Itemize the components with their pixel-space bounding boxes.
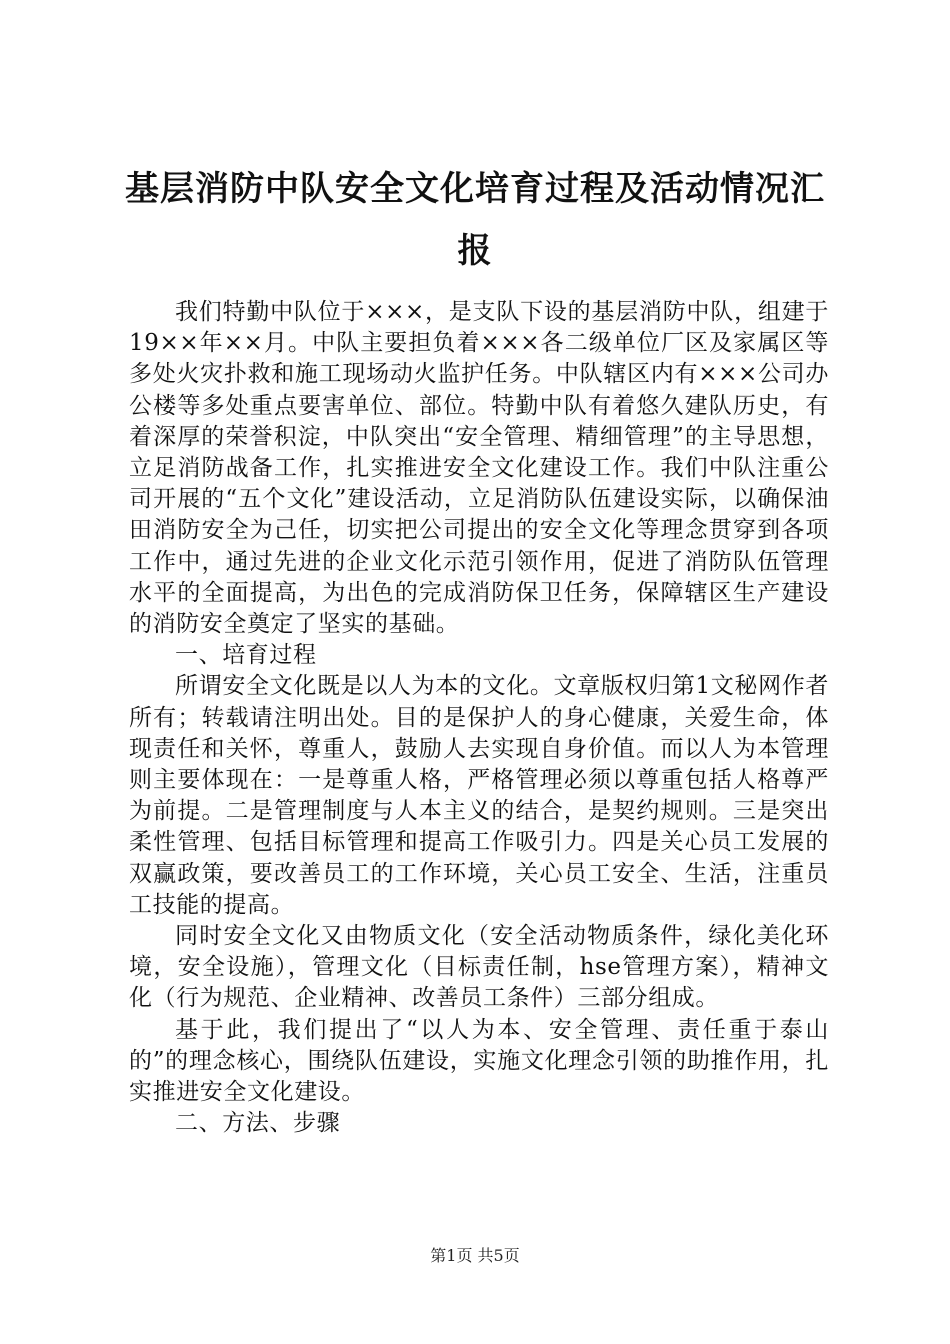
section-heading-1: 一、培育过程 <box>175 642 317 669</box>
page-footer: 第1页 共5页 <box>430 1246 520 1265</box>
paragraph-safety-culture: 所谓安全文化既是以人为本的文化。文章版权归第1文秘网作者所有；转载请注明出处。目的是保护人的身心健康，关爱生命，体现责任和关怀，尊重人，鼓励人去实现自身价值。而以人为本管理则主要体现在：一是尊重人格，严格管理必须以尊重包括人格尊严为前提。二是管理制度与人本主义的结合，是契约规则。三是突出柔性管理、包括目标管理和提高工作吸引力。四是关心员工发展的双赢政策，要改善员工的工作环境，关心员工安全、生活，注重员工技能的提高。 <box>129 673 829 918</box>
paragraph-culture-components: 同时安全文化又由物质文化（安全活动物质条件，绿化美化环境，安全设施），管理文化（目标责任制，hse管理方案），精神文化（行为规范、企业精神、改善员工条件）三部分组成。 <box>129 923 829 1012</box>
section-heading-2: 二、方法、步骤 <box>175 1110 341 1137</box>
document-body <box>129 297 829 1139</box>
paragraph-core-concept: 基于此，我们提出了“以人为本、安全管理、责任重于泰山的”的理念核心，围绕队伍建设，实施文化理念引领的助推作用，扎实推进安全文化建设。 <box>129 1016 829 1106</box>
document-title: 基层消防中队安全文化培育过程及活动情况汇报 <box>125 169 825 271</box>
paragraph-intro: 我们特勤中队位于×××，是支队下设的基层消防中队，组建于19××年××月。中队主要担负着×××各二级单位厂区及家属区等多处火灾扑救和施工现场动火监护任务。中队辖区内有×××公司办公楼等多处重点要害单位、部位。特勤中队有着悠久建队历史，有着深厚的荣誉积淀，中队突出“安全管理、精细管理”的主导思想，立足消防战备工作，扎实推进安全文化建设工作。我们中队注重公司开展的“五个文化”建设活动，立足消防队伍建设实际，以确保油田消防安全为己任，切实把公司提出的安全文化等理念贯穿到各项工作中，通过先进的企业文化示范引领作用，促进了消防队伍管理水平的全面提高，为出色的完成消防保卫任务，保障辖区生产建设的消防安全奠定了坚实的基础。 <box>129 299 829 638</box>
